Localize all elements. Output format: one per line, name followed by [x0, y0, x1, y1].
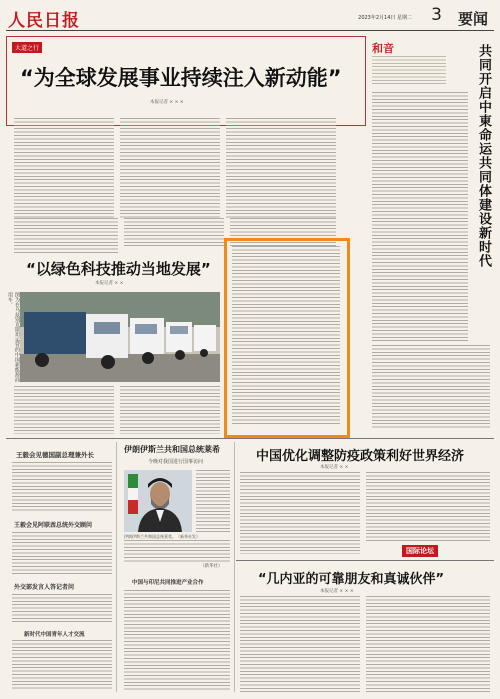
guinea-headline: “几内亚的可靠朋友和真诚伙伴” [258, 572, 445, 587]
international-forum-badge: 国际论坛 [402, 545, 438, 557]
guinea-body-col2 [366, 596, 490, 692]
newspaper-logo: 人民日报 [8, 11, 80, 31]
portrait-illustration [124, 470, 192, 532]
lead-story-body-col2 [120, 118, 220, 218]
lead-story-body-col3 [226, 118, 336, 218]
lead-story-body-col1 [14, 118, 114, 218]
left-news-body-2 [12, 532, 112, 576]
lead-story-body-col4 [124, 218, 224, 248]
left-news-body-3 [12, 594, 112, 624]
divider-horizontal-2 [236, 560, 494, 561]
commentary-headline: 共同开启中東命运共同体建设新时代 [476, 44, 491, 268]
iran-photo-caption: 伊朗伊斯兰共和国总统莱希。（新华社发） [124, 534, 200, 539]
mid-bottom-body [124, 590, 230, 690]
china-policy-byline: 本报记者 × × [320, 465, 349, 470]
commentary-body-bottom [372, 345, 490, 428]
green-tech-side-caption: 图为在乌兹别克斯坦运营的中国新能源商用车。 [7, 292, 20, 382]
left-news-title-4: 新时代中国青年人才交流 [24, 632, 85, 638]
iran-subheadline: 今晚对我国进行国事访问 [148, 459, 204, 465]
mid-bottom-headline: 中国与印尼共同推进产业合作 [132, 580, 204, 586]
guinea-byline: 本报记者 × × × [320, 589, 354, 594]
guinea-body-col1 [240, 596, 360, 692]
left-news-title-2: 王毅会见阿联酋总统外交顾问 [14, 522, 93, 529]
commentary-intro [372, 56, 446, 84]
commentary-body-top [372, 92, 468, 342]
divider-vertical-1 [116, 442, 117, 692]
left-news-title-3: 外交部发言人答记者问 [14, 584, 75, 591]
lead-story-body-col0 [14, 218, 118, 254]
china-policy-body-col1 [240, 472, 360, 554]
left-news-body-1 [12, 462, 112, 512]
china-policy-headline: 中国优化调整防疫政策利好世界经济 [256, 449, 465, 464]
divider-horizontal-1 [6, 438, 494, 439]
section-title: 要闻 [457, 10, 488, 28]
lead-story-tag: 大道之行 [12, 42, 42, 53]
green-tech-photo [20, 292, 220, 382]
dateline: 2023年2月14日 星期二 [358, 15, 412, 21]
green-tech-body-col2 [120, 386, 220, 434]
highlighted-article-body [232, 246, 340, 424]
trucks-illustration [20, 292, 220, 382]
iran-body [124, 540, 230, 562]
page-number: 3 [431, 5, 442, 25]
commentary-column-label: 和音 [372, 42, 394, 55]
iran-headline: 伊朗伊斯兰共和国总统莱希 [124, 445, 220, 454]
iran-president-photo [124, 470, 192, 532]
iran-source: （新华社） [200, 564, 223, 569]
lead-story-byline: 本报记者 × × × [150, 100, 184, 105]
left-news-body-4 [12, 640, 112, 690]
green-tech-headline: “以绿色科技推动当地发展” [26, 260, 211, 278]
iran-body-right [196, 470, 230, 532]
divider-vertical-2 [234, 442, 235, 692]
left-news-title-1: 王毅会见德国副总理兼外长 [16, 451, 94, 459]
masthead [6, 4, 494, 31]
green-tech-byline: 本报记者 × × [95, 281, 124, 286]
lead-story-headline: “为全球发展事业持续注入新动能” [20, 66, 342, 90]
green-tech-body-col1 [14, 386, 114, 434]
china-policy-body-col2 [366, 472, 490, 542]
